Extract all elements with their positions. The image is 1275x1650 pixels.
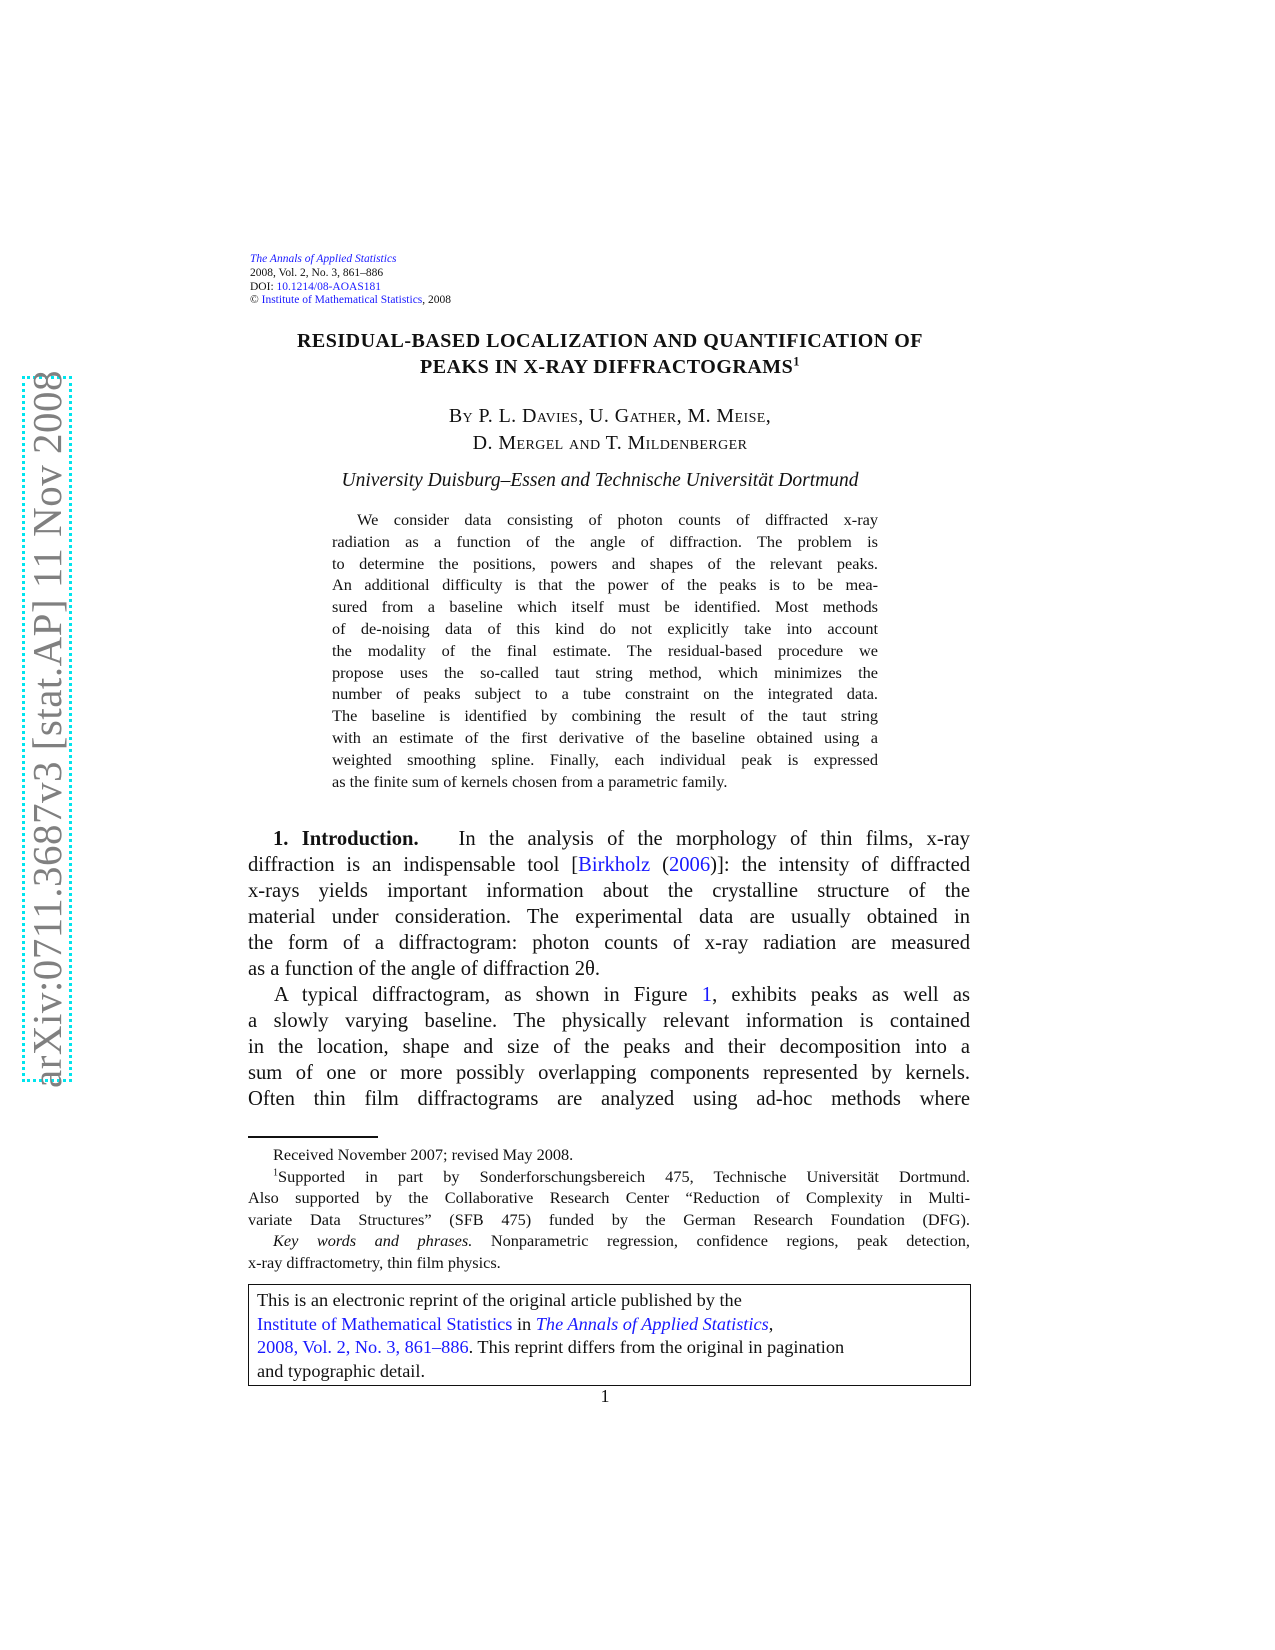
abstract-line: as the finite sum of kernels chosen from a parametric family. [332,771,728,791]
doi-link[interactable]: 10.1214/08-AOAS181 [276,280,381,293]
reprint-text: in [512,1313,536,1334]
para2-line [248,982,970,1008]
keywords-line [248,1230,970,1252]
abstract-line: to determine the positions, powers and shapes of the relevant peaks. [332,553,878,573]
abstract-line: number of peaks subject to a tube constraint on the integrated data. [332,684,878,704]
abstract-line: propose uses the so-called taut string method, which minimizes the [332,662,878,682]
abstract-line: The baseline is identified by combining the result of the taut string [332,706,878,726]
received-note: Received November 2007; revised May 2008. [273,1145,574,1164]
journal-link[interactable]: The Annals of Applied Statistics [535,1313,769,1334]
copyright-symbol: © [250,294,259,307]
para2-line: Often thin film diffractograms are analyzed using ad-hoc methods where [248,1088,970,1110]
introduction-section [248,826,970,1112]
para2-line: a slowly varying baseline. The physically relevant information is contained [248,1010,970,1032]
intro-text: ( [650,854,669,876]
figure-1-link[interactable]: 1 [701,984,713,1006]
para2-line: in the location, shape and size of the peaks and their decomposition into a [248,1036,970,1058]
abstract-line: We consider data consisting of photon counts of diffracted x-ray [357,510,878,529]
footnote-rule [248,1136,378,1138]
intro-line: x-rays yields important information about the crystalline structure of the [248,880,970,902]
doi-label: DOI: [250,280,277,293]
authors-line-2: D. Mergel and T. Mildenberger [472,432,748,454]
publisher-link[interactable]: Institute of Mathematical Statistics [261,294,423,307]
intro-text: In the analysis of the morphology of thin films, x-ray [458,828,970,850]
abstract-line: An additional difficulty is that the power of the peaks is to be mea- [332,575,878,595]
citation-link[interactable]: 2008, Vol. 2, No. 3, 861–886 [257,1337,469,1357]
reprint-text: , [768,1313,774,1334]
abstract-line: radiation as a function of the angle of diffraction. The problem is [332,531,878,551]
intro-line [248,826,970,852]
journal-header [250,253,451,308]
para2-line: sum of one or more possibly overlapping components represented by kernels. [248,1062,970,1084]
abstract-line: the modality of the final estimate. The residual-based procedure we [332,640,878,660]
keywords-line: x-ray diffractometry, thin film physics. [248,1252,501,1272]
authors-line-1: By P. L. Davies, U. Gather, M. Meise, [448,405,772,427]
intro-line: material under consideration. The experimental data are usually obtained in [248,906,970,928]
keywords-label: Key words and phrases. [273,1231,473,1251]
reprint-line [257,1336,957,1360]
reprint-text: . This reprint differs from the original in pagination [468,1337,845,1357]
para2-text: , exhibits peaks as well as [712,984,970,1006]
paper-title-line-1: RESIDUAL-BASED LOCALIZATION AND QUANTIFICATION OF [296,330,924,352]
paper-title-text: PEAKS IN X-RAY DIFFRACTOGRAMS [420,356,794,378]
citation-year-link[interactable]: 2006 [668,854,711,876]
page-number: 1 [600,1386,610,1406]
copyright-year: , 2008 [422,294,452,307]
abstract-line: sured from a baseline which itself must be identified. Most methods [332,597,878,617]
footnote-1-line [248,1166,970,1188]
volume-info: 2008, Vol. 2, No. 3, 861–886 [250,266,384,279]
citation-author-link[interactable]: Birkholz [578,854,651,876]
section-heading: 1. Introduction. [273,828,419,850]
footnotes [248,1144,970,1274]
intro-text: diffraction is an indispensable tool [ [248,854,579,876]
footnote-text: Supported in part by Sonderforschungsbereich 475, Technische Universität Dortmund. [278,1166,970,1186]
footnote-1-line: Also supported by the Collaborative Research Center “Reduction of Complexity in Multi- [248,1188,970,1208]
abstract-line: of de-noising data of this kind do not explicitly take into account [332,618,878,638]
abstract-line: weighted smoothing spline. Finally, each individual peak is expressed [332,749,878,769]
arxiv-identifier-stamp[interactable] [22,370,72,1088]
abstract [332,509,878,792]
footnote-1-line: variate Data Structures” (SFB 475) funded by the German Research Foundation (DFG). [248,1209,970,1229]
abstract-line: with an estimate of the first derivative of the baseline obtained using a [332,727,878,747]
paper-title-line-2 [240,356,980,379]
intro-line: the form of a diffractogram: photon counts of x-ray radiation are measured [248,932,970,954]
publisher-link[interactable]: Institute of Mathematical Statistics [257,1313,513,1334]
arxiv-identifier: arXiv:0711.3687v3 [stat.AP] 11 Nov 2008 [24,370,70,1088]
intro-line [248,852,970,878]
reprint-line: This is an electronic reprint of the original article published by the [257,1290,742,1310]
para2-text: A typical diffractogram, as shown in Figure [274,984,702,1006]
reprint-line: and typographic detail. [257,1360,426,1381]
footnote-1-mark: 1 [273,1167,279,1179]
title-footnote-mark[interactable]: 1 [793,354,800,369]
affiliation: University Duisburg–Essen and Technische Universität Dortmund [341,470,859,491]
journal-link[interactable]: The Annals of Applied Statistics [250,253,397,265]
reprint-line [257,1313,957,1337]
reprint-notice-box [248,1284,971,1386]
keywords-text: Nonparametric regression, confidence regions, peak detection, [472,1231,970,1251]
intro-text: )]: the intensity of diffracted [710,854,970,876]
intro-line: as a function of the angle of diffraction 2θ. [248,958,601,980]
